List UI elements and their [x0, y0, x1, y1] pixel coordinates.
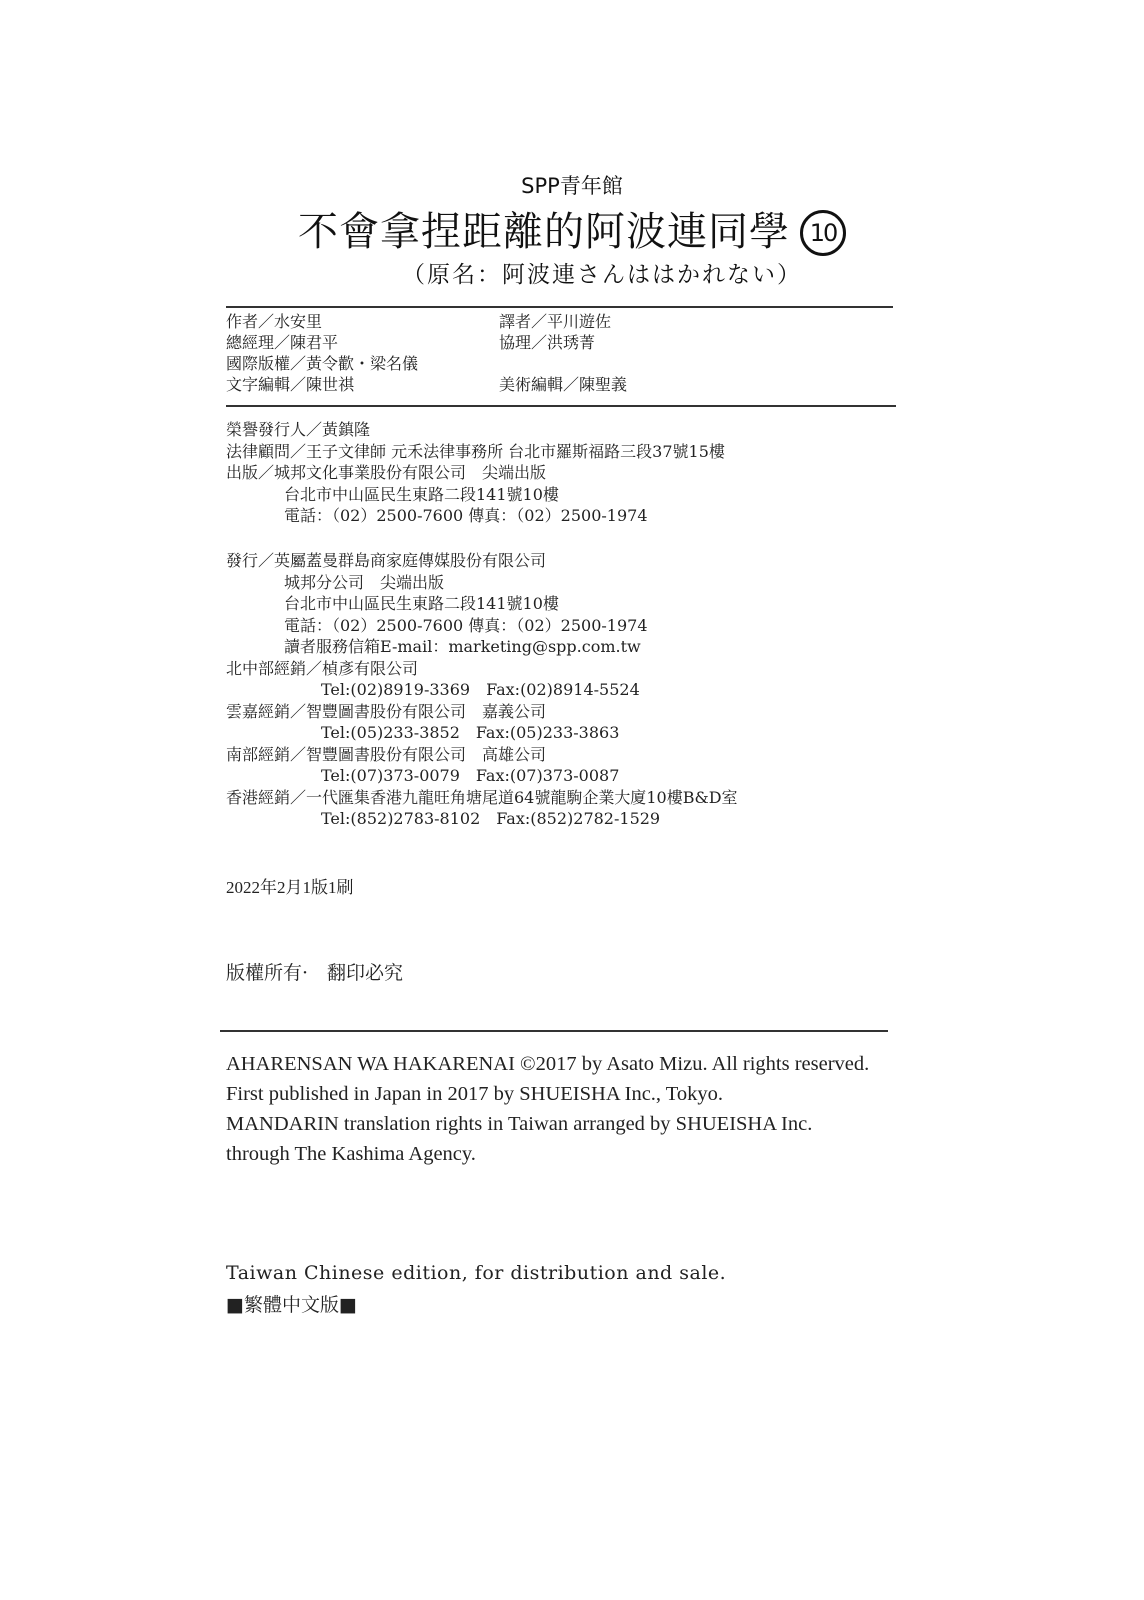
credit-empty [499, 353, 627, 374]
south-distributor-contact: Tel:(07)373-0079 Fax:(07)373-0087 [321, 766, 620, 785]
north-distributor: 北中部經銷／楨彥有限公司 [226, 658, 419, 678]
chiayi-distributor: 雲嘉經銷／智豐圖書股份有限公司 嘉義公司 [226, 701, 547, 721]
divider-top [226, 306, 893, 308]
publisher-honorary: 榮譽發行人／黃鎮隆 [226, 420, 371, 439]
publisher-phone: 電話：（02）2500-7600 傳真：（02）2500-1974 [284, 506, 648, 525]
credits-left [226, 311, 418, 395]
english-rights-block [226, 1049, 869, 1169]
book-title-text: 不會拿捏距離的阿波連同學 [298, 209, 790, 255]
credit-text-editor: 文字編輯／陳世祺 [226, 375, 355, 394]
distribution-block [226, 550, 738, 830]
series-label: SPP青年館 [521, 174, 623, 198]
copyright-notice: 版權所有· 翻印必究 [226, 962, 404, 984]
book-title [0, 200, 1144, 257]
credit-international-rights: 國際版權／黃令歡・梁名儀 [226, 354, 419, 373]
credit-general-manager: 總經理／陳君平 [226, 333, 339, 352]
publisher-legal: 法律顧問／王子文律師 元禾法律事務所 台北市羅斯福路三段37號15樓 [226, 441, 725, 461]
distributor-phone: 電話：（02）2500-7600 傳真：（02）2500-1974 [284, 615, 648, 635]
credit-translator: 譯者／平川遊佐 [499, 312, 612, 331]
edition-info: 2022年2月1版1刷 [226, 878, 354, 897]
south-distributor: 南部經銷／智豐圖書股份有限公司 高雄公司 [226, 744, 547, 764]
english-agency-line: through The Kashima Agency. [226, 1143, 476, 1165]
volume-number-badge: 10 [800, 210, 846, 256]
credit-art-editor: 美術編輯／陳聖義 [499, 375, 628, 394]
edition-mark: ■繁體中文版■ [226, 1294, 357, 1316]
distributor-name: 發行／英屬蓋曼群島商家庭傳媒股份有限公司 [226, 551, 547, 570]
english-copyright-line: AHARENSAN WA HAKARENAI ©2017 by Asato Mizu. All rights reserved. [226, 1053, 870, 1075]
distributor-branch: 城邦分公司 尖端出版 [284, 572, 445, 592]
hongkong-distributor-contact: Tel:(852)2783-8102 Fax:(852)2782-1529 [321, 809, 661, 828]
english-publication-line: First published in Japan in 2017 by SHUEISHA Inc., Tokyo. [226, 1083, 724, 1105]
divider-middle [226, 405, 896, 407]
north-distributor-contact: Tel:(02)8919-3369 Fax:(02)8914-5524 [321, 680, 640, 699]
original-title: （原名：阿波連さんははかれない） [402, 262, 802, 288]
credit-assistant-manager: 協理／洪琇菁 [499, 333, 596, 352]
publisher-name: 出版／城邦文化事業股份有限公司 尖端出版 [226, 463, 547, 482]
publisher-address: 台北市中山區民生東路二段141號10樓 [284, 484, 559, 504]
credits-right [499, 311, 627, 395]
credit-author: 作者／水安里 [226, 312, 323, 331]
english-translation-line: MANDARIN translation rights in Taiwan arranged by SHUEISHA Inc. [226, 1113, 813, 1135]
distribution-note: Taiwan Chinese edition, for distribution and sale. [226, 1262, 727, 1284]
publisher-block [226, 419, 725, 527]
chiayi-distributor-contact: Tel:(05)233-3852 Fax:(05)233-3863 [321, 723, 620, 742]
hongkong-distributor: 香港經銷／一代匯集香港九龍旺角塘尾道64號龍駒企業大廈10樓B&D室 [226, 787, 738, 807]
reader-service-email: 讀者服務信箱E-mail：marketing@spp.com.tw [284, 637, 641, 656]
divider-bottom [220, 1030, 888, 1032]
distributor-address: 台北市中山區民生東路二段141號10樓 [284, 594, 559, 613]
